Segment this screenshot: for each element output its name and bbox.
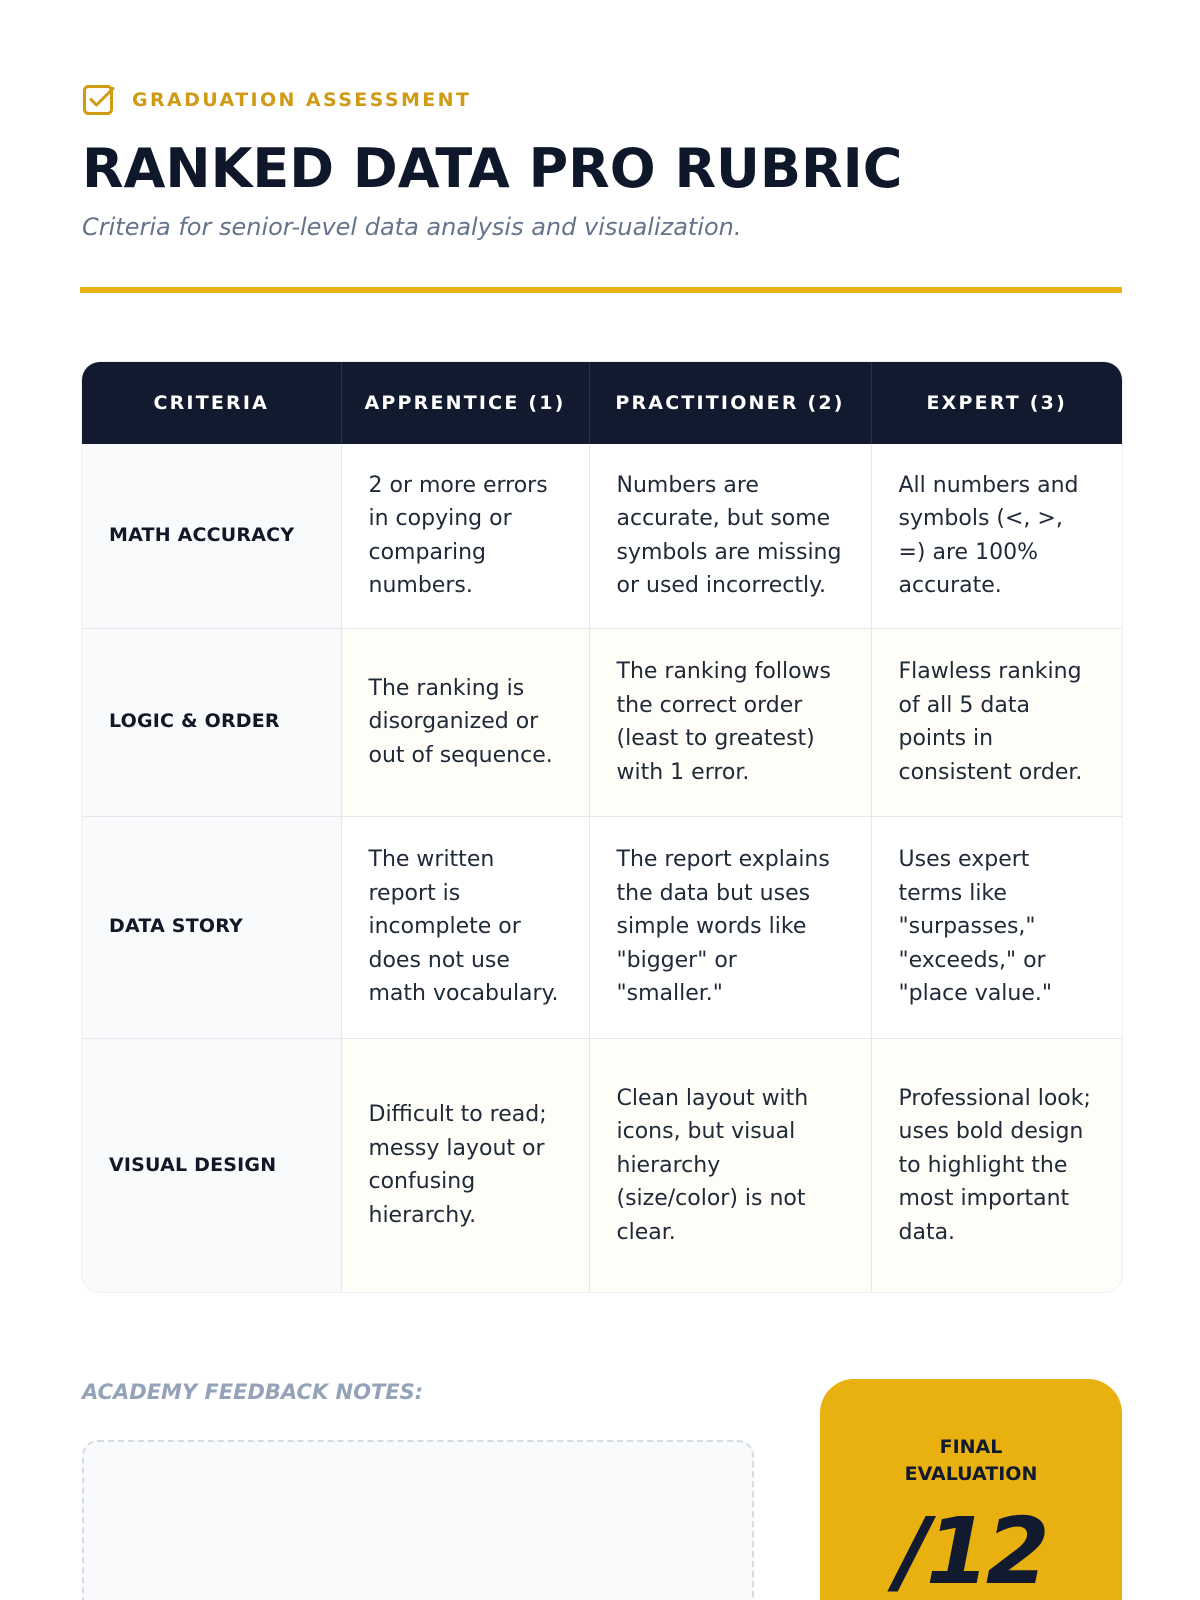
table-row <box>82 628 1122 816</box>
final-evaluation-label: FINAL EVALUATION <box>904 1436 1038 1485</box>
expert-cell: Flawless ranking of all 5 data points in consistent order. <box>871 628 1122 816</box>
expert-cell: Uses expert terms like "surpasses," "exceeds," or "place value." <box>871 816 1122 1038</box>
eyebrow-label: GRADUATION ASSESSMENT <box>132 89 472 111</box>
column-header-expert: EXPERT (3) <box>871 362 1122 444</box>
criterion-cell: LOGIC & ORDER <box>82 628 341 816</box>
criterion-cell: MATH ACCURACY <box>82 444 341 628</box>
page-subtitle: Criteria for senior-level data analysis and visualization. <box>82 213 742 241</box>
rubric-table <box>82 362 1122 1292</box>
eyebrow <box>82 82 1122 118</box>
practitioner-cell: Clean layout with icons, but visual hierarchy (size/color) is not clear. <box>589 1038 871 1292</box>
expert-cell: All numbers and symbols (<, >, =) are 100% accurate. <box>871 444 1122 628</box>
apprentice-cell: 2 or more errors in copying or comparing numbers. <box>341 444 589 628</box>
page-header <box>82 82 1122 244</box>
practitioner-cell: Numbers are accurate, but some symbols are missing or used incorrectly. <box>589 444 871 628</box>
practitioner-cell: The ranking follows the correct order (least to greatest) with 1 error. <box>589 628 871 816</box>
final-evaluation-score: /12 <box>896 1498 1046 1600</box>
table-row <box>82 1038 1122 1292</box>
apprentice-cell: Difficult to read; messy layout or confusing hierarchy. <box>341 1038 589 1292</box>
checkbox-icon <box>82 83 116 117</box>
column-header-criteria: CRITERIA <box>82 362 341 444</box>
criterion-cell: DATA STORY <box>82 816 341 1038</box>
final-evaluation-card <box>820 1379 1122 1600</box>
feedback-notes-label: ACADEMY FEEDBACK NOTES: <box>82 1380 424 1404</box>
column-header-apprentice: APPRENTICE (1) <box>341 362 589 444</box>
table-row <box>82 444 1122 628</box>
practitioner-cell: The report explains the data but uses simple words like "bigger" or "smaller." <box>589 816 871 1038</box>
expert-cell: Professional look; uses bold design to highlight the most important data. <box>871 1038 1122 1292</box>
apprentice-cell: The written report is incomplete or does not use math vocabulary. <box>341 816 589 1038</box>
rubric-table-card <box>82 362 1122 1292</box>
table-header-row <box>82 362 1122 444</box>
table-row <box>82 816 1122 1038</box>
criterion-cell: VISUAL DESIGN <box>82 1038 341 1292</box>
feedback-notes-area[interactable] <box>82 1440 754 1600</box>
apprentice-cell: The ranking is disorganized or out of sequence. <box>341 628 589 816</box>
page-title: RANKED DATA PRO RUBRIC <box>82 137 903 200</box>
column-header-practitioner: PRACTITIONER (2) <box>589 362 871 444</box>
header-divider <box>80 287 1122 293</box>
